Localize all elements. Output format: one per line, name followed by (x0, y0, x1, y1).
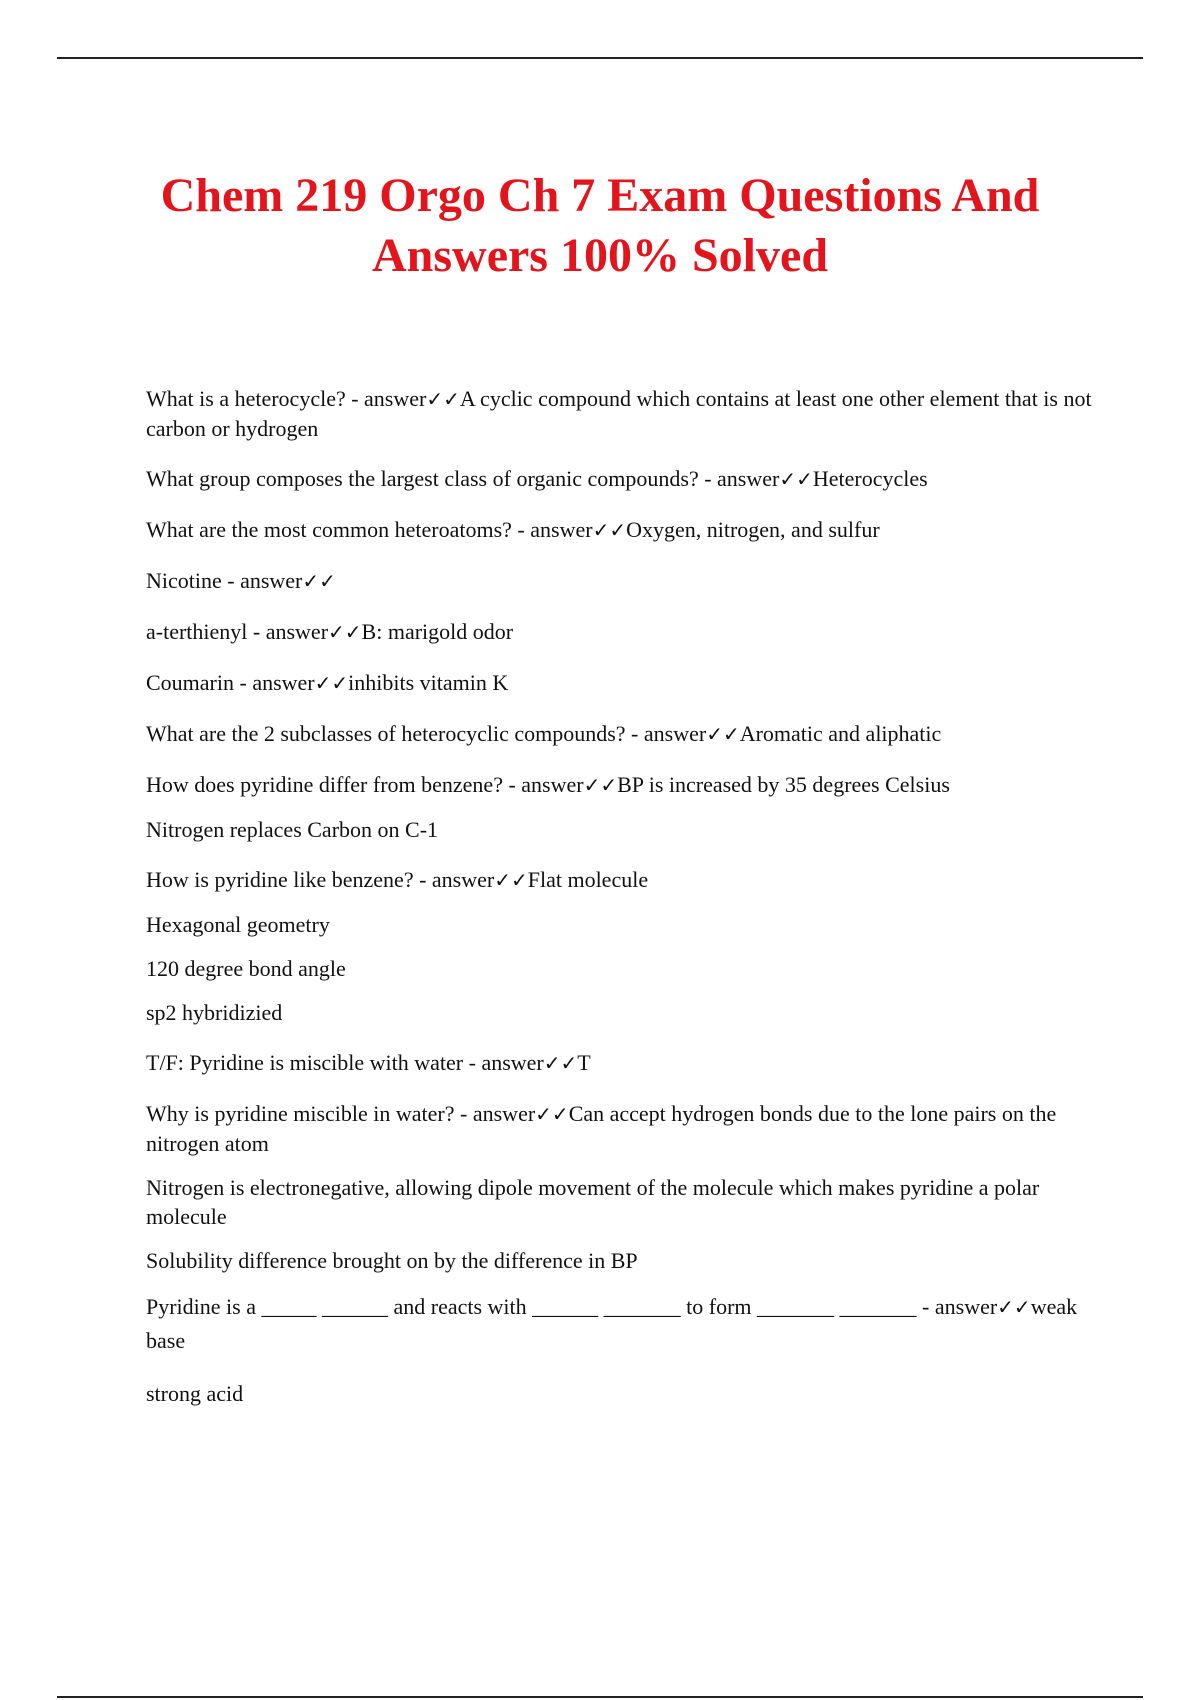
answer-continuation (146, 1173, 1096, 1231)
question-text: What is a heterocycle? - answer (146, 386, 427, 411)
qa-entry (146, 668, 1096, 698)
qa-entry (146, 515, 1096, 545)
title-line-1: Chem 219 Orgo Ch 7 Exam Questions And (160, 169, 1040, 222)
answer-text: T (577, 1050, 591, 1075)
question-text: Coumarin - answer (146, 670, 315, 695)
question-text: How is pyridine like benzene? - answer (146, 867, 495, 892)
answer-continuation (146, 815, 1096, 844)
question-text: What are the 2 subclasses of heterocyclic compounds? - answer (146, 721, 707, 746)
qa-entry (146, 566, 1096, 596)
answer-text: Oxygen, nitrogen, and sulfur (626, 517, 880, 542)
answer-text: A cyclic compound which contains at least one other element that is not carbon or hydrogen (146, 386, 1092, 441)
answer-text: weak base (146, 1294, 1078, 1353)
question-text: Pyridine is a _____ ______ and reacts with ______ _______ to form _______ _______ - answer (146, 1294, 998, 1319)
answer-text: Solubility difference brought on by the difference in BP (146, 1248, 638, 1273)
double-check-icon: ✓✓ (583, 773, 618, 797)
document-title (60, 166, 1140, 286)
qa-entry (146, 1099, 1096, 1158)
bottom-rule (57, 1696, 1143, 1698)
answer-text: Can accept hydrogen bonds due to the lone pairs on the nitrogen atom (146, 1101, 1057, 1156)
double-check-icon: ✓✓ (997, 1295, 1031, 1319)
answer-text: Nitrogen replaces Carbon on C-1 (146, 817, 439, 842)
double-check-icon: ✓✓ (328, 620, 362, 644)
question-text: Nicotine - answer (146, 568, 303, 593)
qa-entry (146, 770, 1096, 800)
answer-text: Hexagonal geometry (146, 912, 330, 937)
answer-continuation (146, 1379, 1096, 1408)
qa-entry (146, 617, 1096, 647)
qa-entry (146, 1290, 1096, 1358)
answer-text: Aromatic and aliphatic (739, 721, 942, 746)
double-check-icon: ✓✓ (592, 518, 627, 542)
question-text: T/F: Pyridine is miscible with water - answer (146, 1050, 544, 1075)
answer-continuation (146, 910, 1096, 939)
question-text: a-terthienyl - answer (146, 619, 329, 644)
qa-entry (146, 464, 1096, 494)
answer-text: Flat molecule (527, 867, 649, 892)
answer-text: BP is increased by 35 degrees Celsius (617, 772, 950, 797)
qa-list (146, 384, 1096, 1429)
answer-continuation (146, 1246, 1096, 1275)
double-check-icon: ✓✓ (426, 387, 460, 411)
answer-text: B: marigold odor (361, 619, 514, 644)
double-check-icon: ✓✓ (779, 467, 813, 491)
double-check-icon: ✓✓ (314, 671, 349, 695)
answer-continuation (146, 954, 1096, 983)
answer-text: Nitrogen is electronegative, allowing dipole movement of the molecule which makes pyridine a polar molecule (146, 1175, 1040, 1229)
double-check-icon: ✓✓ (543, 1051, 578, 1075)
answer-text: Heterocycles (812, 466, 928, 491)
top-rule (57, 57, 1143, 59)
qa-entry (146, 719, 1096, 749)
question-text: What group composes the largest class of organic compounds? - answer (146, 466, 780, 491)
question-text: What are the most common heteroatoms? - answer (146, 517, 593, 542)
answer-continuation (146, 998, 1096, 1027)
answer-text: strong acid (146, 1381, 244, 1406)
answer-text: inhibits vitamin K (348, 670, 509, 695)
title-line-2: Answers 100% Solved (371, 229, 829, 282)
double-check-icon: ✓✓ (494, 868, 528, 892)
answer-text: 120 degree bond angle (146, 956, 346, 981)
qa-entry (146, 384, 1096, 443)
double-check-icon: ✓✓ (706, 722, 740, 746)
double-check-icon: ✓✓ (535, 1102, 569, 1126)
double-check-icon: ✓✓ (302, 569, 336, 593)
qa-entry (146, 865, 1096, 895)
qa-entry (146, 1048, 1096, 1078)
answer-text: sp2 hybridizied (146, 1000, 283, 1025)
question-text: Why is pyridine miscible in water? - answer (146, 1101, 536, 1126)
question-text: How does pyridine differ from benzene? - answer (146, 772, 584, 797)
